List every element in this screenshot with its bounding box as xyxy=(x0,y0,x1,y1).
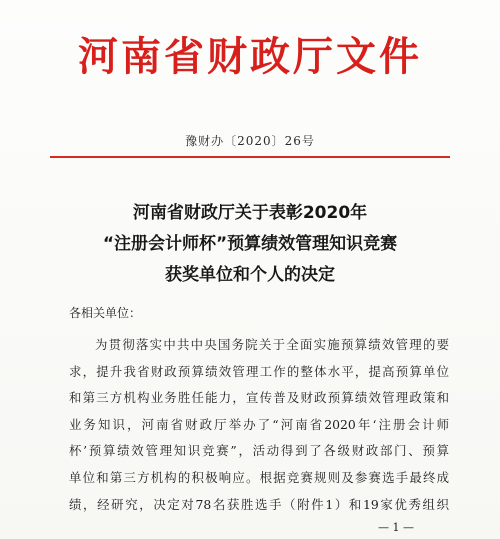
document-title xyxy=(0,198,500,291)
document-header-title: 河南省财政厅文件 xyxy=(78,33,422,80)
body-line: 为贯彻落实中共中央国务院关于全面实施预算绩效管理的要 xyxy=(95,337,449,352)
red-divider-line xyxy=(50,156,450,158)
body-line: 杯’预算绩效管理知识竞赛”，活动得到了各级财政部门、预算 xyxy=(69,443,449,459)
page-number: — 1 — xyxy=(378,521,414,534)
document-title-line: 河南省财政厅关于表彰2020年 xyxy=(132,203,368,223)
body-line: 和第三方机构业务胜任能力，宣传普及财政预算绩效管理政策和 xyxy=(69,390,449,406)
document-title-line: 获奖单位和个人的决定 xyxy=(165,265,335,285)
document-body xyxy=(69,332,449,518)
document-number: 豫财办〔2020〕26号 xyxy=(185,134,315,148)
body-line: 绩，经研究，决定对78名获胜选手（附件1）和19家优秀组织 xyxy=(69,496,449,512)
body-line: 单位和第三方机构的积极响应。根据竞赛规则及参赛选手最终成 xyxy=(69,469,449,485)
document-title-line: “注册会计师杯”预算绩效管理知识竞赛 xyxy=(102,234,398,254)
recipient-salutation: 各相关单位： xyxy=(69,306,142,320)
body-line: 业务知识，河南省财政厅举办了“河南省2020年‘注册会计师 xyxy=(69,416,449,432)
body-line: 求，提升我省财政预算绩效管理工作的整体水平，提高预算单位 xyxy=(69,363,449,379)
